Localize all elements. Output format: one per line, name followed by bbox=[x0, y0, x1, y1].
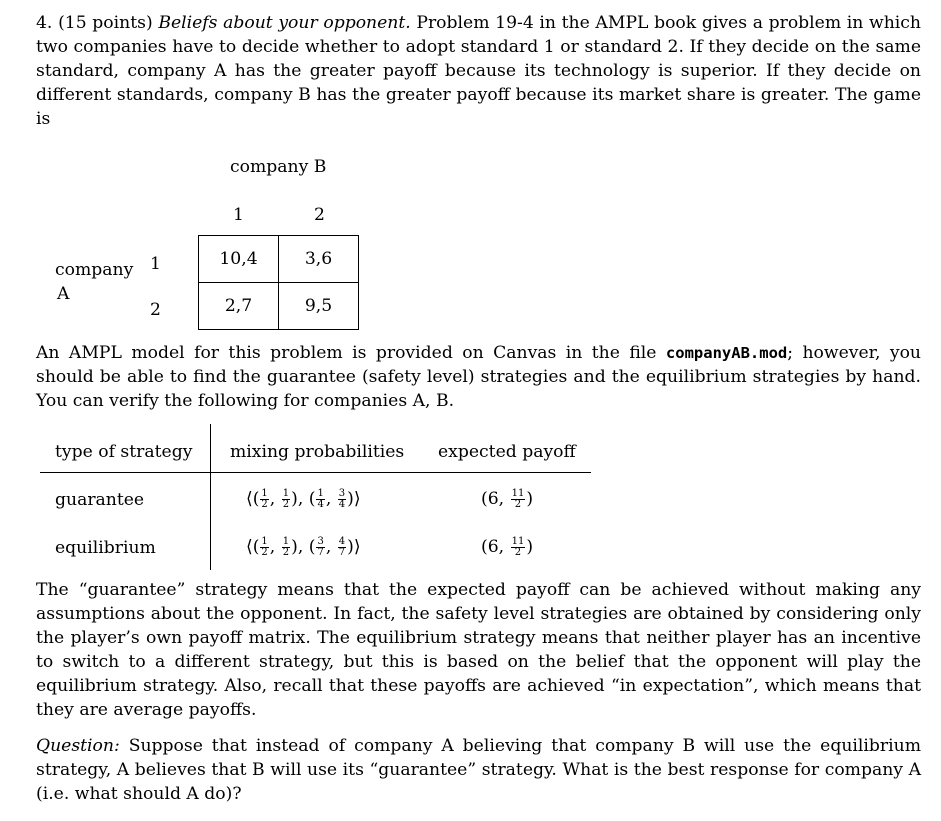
payoff-cell: 10,4 bbox=[199, 236, 279, 283]
equilibrium-mixing-probabilities: ⟨( $\frac{1}{2}$ , $\frac{1}{2}$ ), ( $\frac{3}{7}$ , $\frac{4}{7}$ )⟩ bbox=[246, 536, 361, 558]
question-text: Suppose that instead of company A believing that company B will use the equilibrium strategy, A believes that B will use its “guarantee” strategy. What is the best response for company A (i.e. what should A do)? bbox=[36, 736, 921, 804]
column-label-1: 1 bbox=[233, 205, 244, 225]
question-paragraph bbox=[36, 734, 921, 806]
fraction: $\frac{3}{7}$ bbox=[317, 536, 324, 558]
payoff-cell: 9,5 bbox=[279, 283, 359, 330]
payoff-row bbox=[199, 283, 359, 330]
payoff-cell: 3,6 bbox=[279, 236, 359, 283]
payoff-cell: 2,7 bbox=[199, 283, 279, 330]
fraction: $\frac{1}{2}$ bbox=[261, 536, 268, 558]
row-type-guarantee: guarantee bbox=[55, 490, 145, 510]
payoff-matrix bbox=[198, 235, 359, 330]
fraction: $\frac{1}{2}$ bbox=[282, 488, 290, 510]
row-label-1: 1 bbox=[150, 254, 161, 274]
guarantee-expected-payoff: (6, $\frac{11}{2}$ ) bbox=[481, 488, 534, 510]
problem-title: Beliefs about your opponent. bbox=[158, 13, 411, 33]
problem-points: (15 points) bbox=[58, 13, 153, 33]
explanation-paragraph: The “guarantee” strategy means that the expected payoff can be achieved without making any assumptions about the opponent. In fact, the safety level strategies are obtained by considering only the player’s own payoff matrix. The equilibrium strategy means that neither player has an incentive to switch to a different strategy, but this is based on the belief that the opponent will play the equilibrium strategy. Also, recall that these payoffs are achieved “in expectation”, which means that they are average payoffs. bbox=[36, 580, 921, 720]
table-horizontal-rule bbox=[40, 472, 591, 473]
equilibrium-expected-payoff: (6, $\frac{11}{2}$ ) bbox=[481, 536, 534, 558]
guarantee-mixing-probabilities: ⟨( $\frac{1}{2}$ , $\frac{1}{2}$ ), ( $\frac{1}{4}$ , $\frac{3}{4}$ )⟩ bbox=[246, 488, 361, 510]
ampl-filename: companyAB.mod bbox=[665, 344, 788, 362]
ampl-text-before: An AMPL model for this problem is provided on Canvas in the file bbox=[36, 343, 666, 363]
header-mixing-probabilities: mixing probabilities bbox=[230, 442, 405, 462]
header-type-of-strategy: type of strategy bbox=[55, 442, 193, 462]
problem-intro bbox=[36, 11, 921, 131]
question-label: Question: bbox=[36, 736, 120, 756]
row-label-2: 2 bbox=[150, 300, 161, 320]
ampl-text-after: ; however, you should be able to find the guarantee (safety level) strategies and the equilibrium strategies by hand. You can verify the following for companies A, B. bbox=[36, 343, 921, 411]
ampl-paragraph bbox=[36, 341, 921, 413]
fraction: $\frac{4}{7}$ bbox=[338, 536, 346, 558]
fraction: $\frac{11}{2}$ bbox=[511, 488, 525, 510]
column-label-2: 2 bbox=[314, 205, 325, 225]
row-type-equilibrium: equilibrium bbox=[55, 538, 156, 558]
payoff-row bbox=[199, 236, 359, 283]
table-vertical-rule bbox=[210, 424, 211, 570]
fraction: $\frac{1}{2}$ bbox=[261, 488, 268, 510]
fraction: $\frac{1}{4}$ bbox=[317, 488, 324, 510]
problem-number: 4. bbox=[36, 13, 53, 33]
header-expected-payoff: expected payoff bbox=[438, 442, 576, 462]
problem-intro-text: Problem 19-4 in the AMPL book gives a problem in which two companies have to decide whether to adopt standard 1 or standard 2. If they decide on the same standard, company A has the greater payoff because its technology is superior. If they decide on different standards, company B has the greater payoff because its market share is greater. The game is bbox=[36, 13, 921, 129]
fraction: $\frac{1}{2}$ bbox=[282, 536, 290, 558]
fraction: $\frac{11}{2}$ bbox=[511, 536, 525, 558]
row-player-label-line2: A bbox=[57, 284, 70, 304]
row-player-label-line1: company bbox=[55, 260, 134, 280]
column-player-label: company B bbox=[230, 157, 327, 177]
fraction: $\frac{3}{4}$ bbox=[338, 488, 346, 510]
